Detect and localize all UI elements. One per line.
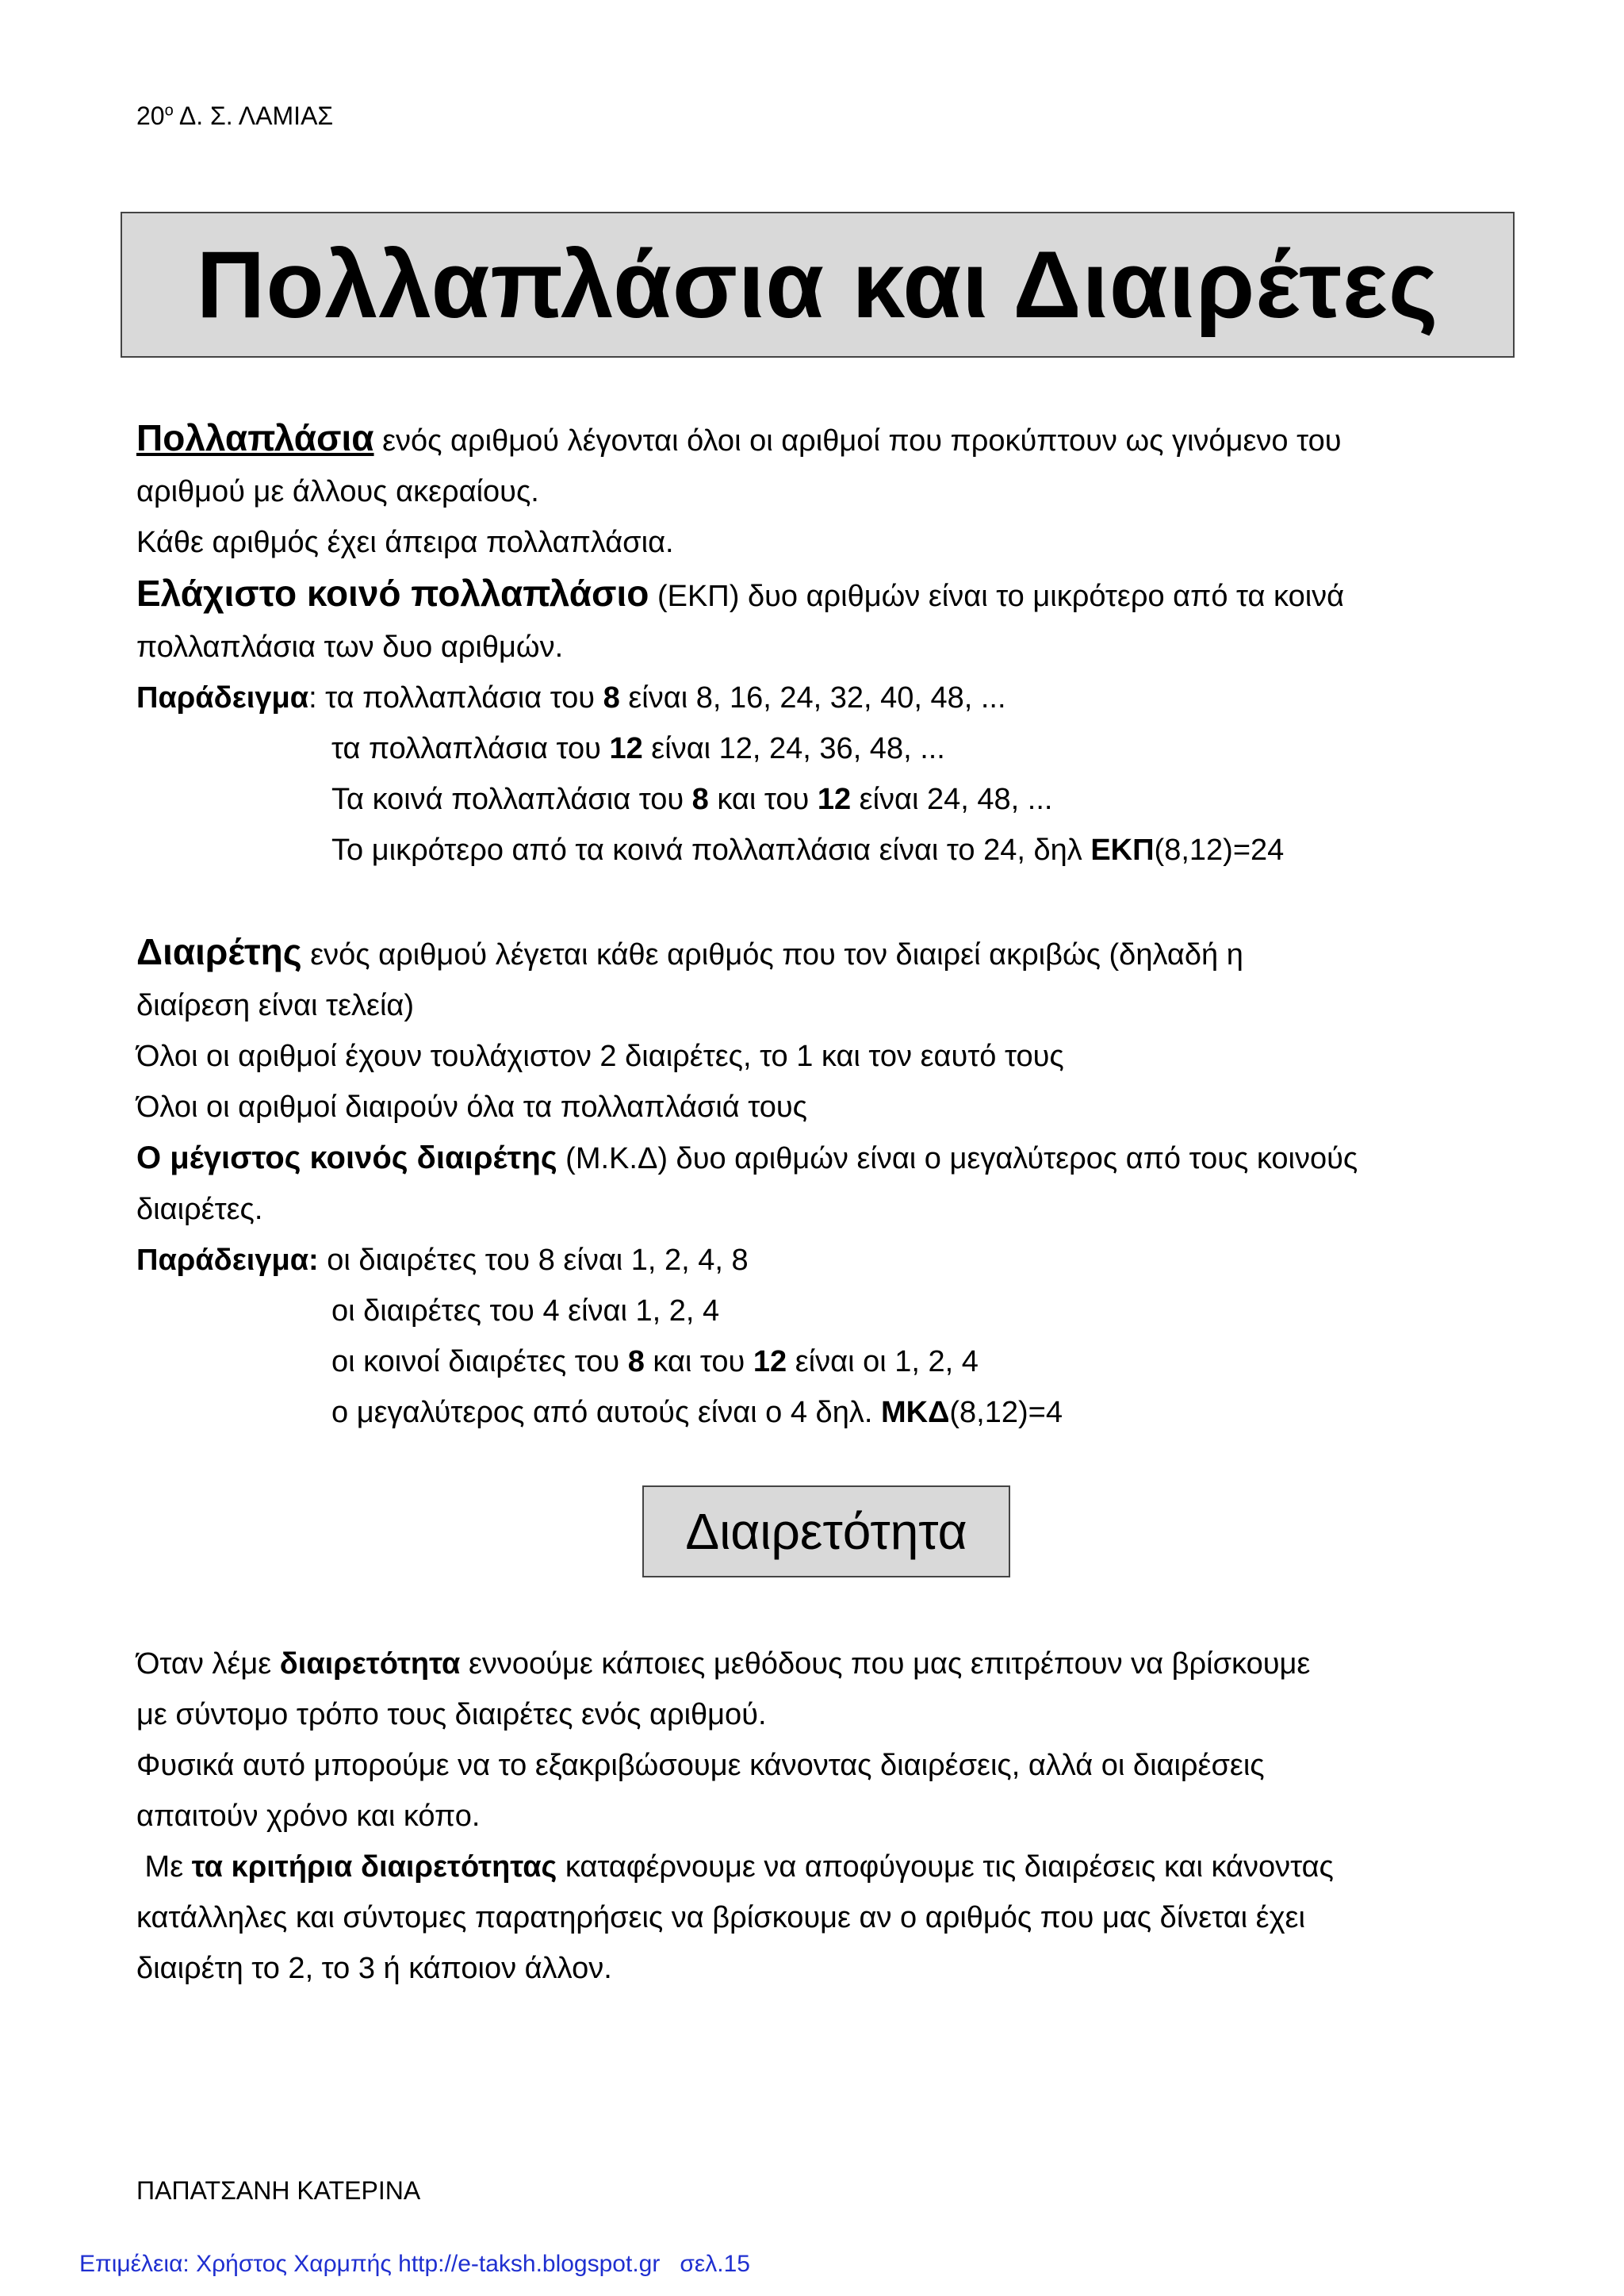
gcd-definition-cont: διαιρέτες.	[136, 1193, 263, 1226]
page-title: Πολλαπλάσια και Διαιρέτες	[196, 232, 1439, 338]
lcm-term: Ελάχιστο κοινό πολλαπλάσιο	[136, 573, 649, 614]
divisor-line-1: Όλοι οι αριθμοί έχουν τουλάχιστον 2 διαιρέτες, το 1 και τον εαυτό τους	[136, 1040, 1064, 1073]
multiples-definition-cont: αριθμού με άλλους ακεραίους.	[136, 475, 539, 508]
school-superscript: ο	[164, 102, 174, 120]
divisor-line-2: Όλοι οι αριθμοί διαιρούν όλα τα πολλαπλάσιά τους	[136, 1091, 807, 1124]
school-header	[136, 102, 333, 131]
divisor-definition: Διαιρέτης ενός αριθμού λέγεται κάθε αριθμός που τον διαιρεί ακριβώς (δηλαδή η	[136, 931, 1243, 972]
lcm-example-3: Τα κοινά πολλαπλάσια του 8 και του 12 είναι 24, 48, ...	[331, 783, 1053, 816]
divisibility-p3-cont: κατάλληλες και σύντομες παρατηρήσεις να βρίσκουμε αν ο αριθμός που μας δίνεται έχει	[136, 1901, 1305, 1934]
multiples-divisors-section	[136, 412, 1500, 1438]
lcm-example-4: Το μικρότερο από τα κοινά πολλαπλάσια είναι το 24, δηλ ΕΚΠ(8,12)=24	[331, 834, 1285, 867]
multiples-term: Πολλαπλάσια	[136, 417, 374, 458]
divisibility-heading-box	[642, 1485, 1010, 1577]
school-name: Δ. Σ. ΛΑΜΙΑΣ	[173, 102, 334, 130]
divisibility-p3-end: διαιρέτη το 2, το 3 ή κάποιον άλλον.	[136, 1952, 612, 1985]
divisibility-p2-cont: απαιτούν χρόνο και κόπο.	[136, 1800, 481, 1833]
gcd-example-2: οι διαιρέτες του 4 είναι 1, 2, 4	[331, 1294, 720, 1328]
gcd-example-3: οι κοινοί διαιρέτες του 8 και του 12 είναι οι 1, 2, 4	[331, 1345, 979, 1378]
divisor-definition-cont: διαίρεση είναι τελεία)	[136, 989, 415, 1022]
multiples-definition: Πολλαπλάσια ενός αριθμού λέγονται όλοι οι αριθμοί που προκύπτουν ως γινόμενο του	[136, 417, 1342, 458]
divisibility-section	[136, 1639, 1500, 1994]
divisibility-p1-cont: με σύντομο τρόπο τους διαιρέτες ενός αριθμού.	[136, 1698, 767, 1731]
lcm-example-2: τα πολλαπλάσια του 12 είναι 12, 24, 36, 48, ...	[331, 732, 945, 765]
lcm-definition-cont: πολλαπλάσια των δυο αριθμών.	[136, 631, 564, 664]
spacer	[136, 876, 1500, 926]
multiples-infinite: Κάθε αριθμός έχει άπειρα πολλαπλάσια.	[136, 526, 674, 559]
gcd-term: Ο μέγιστος κοινός διαιρέτης	[136, 1140, 557, 1175]
gcd-definition: Ο μέγιστος κοινός διαιρέτης (Μ.Κ.Δ) δυο αριθμών είναι ο μεγαλύτερος από τους κοινούς	[136, 1140, 1358, 1175]
lcm-example-1: Παράδειγμα: τα πολλαπλάσια του 8 είναι 8, 16, 24, 32, 40, 48, ...	[136, 681, 1006, 715]
lcm-definition: Ελάχιστο κοινό πολλαπλάσιο (ΕΚΠ) δυο αριθμών είναι το μικρότερο από τα κοινά	[136, 573, 1345, 614]
gcd-example-1: Παράδειγμα: οι διαιρέτες του 8 είναι 1, 2, 4, 8	[136, 1244, 749, 1277]
school-number: 20	[136, 102, 165, 130]
divisibility-p3: Με τα κριτήρια διαιρετότητας καταφέρνουμε να αποφύγουμε τις διαιρέσεις και κάνοντας	[136, 1850, 1334, 1884]
page-footer: Επιμέλεια: Χρήστος Χαρμπής http://e-taksh.blogspot.gr σελ.15	[79, 2251, 750, 2277]
title-box	[121, 212, 1515, 358]
divisibility-p1: Όταν λέμε διαιρετότητα εννοούμε κάποιες μεθόδους που μας επιτρέπουν να βρίσκουμε	[136, 1647, 1311, 1681]
divisibility-heading: Διαιρετότητα	[685, 1503, 967, 1560]
gcd-example-4: ο μεγαλύτερος από αυτούς είναι ο 4 δηλ. ΜΚΔ(8,12)=4	[331, 1396, 1063, 1429]
author-name: ΠΑΠΑΤΣΑΝΗ ΚΑΤΕΡΙΝΑ	[136, 2176, 421, 2205]
divisibility-p2: Φυσικά αυτό μπορούμε να το εξακριβώσουμε κάνοντας διαιρέσεις, αλλά οι διαιρέσεις	[136, 1749, 1265, 1782]
divisor-term: Διαιρέτης	[136, 931, 302, 972]
